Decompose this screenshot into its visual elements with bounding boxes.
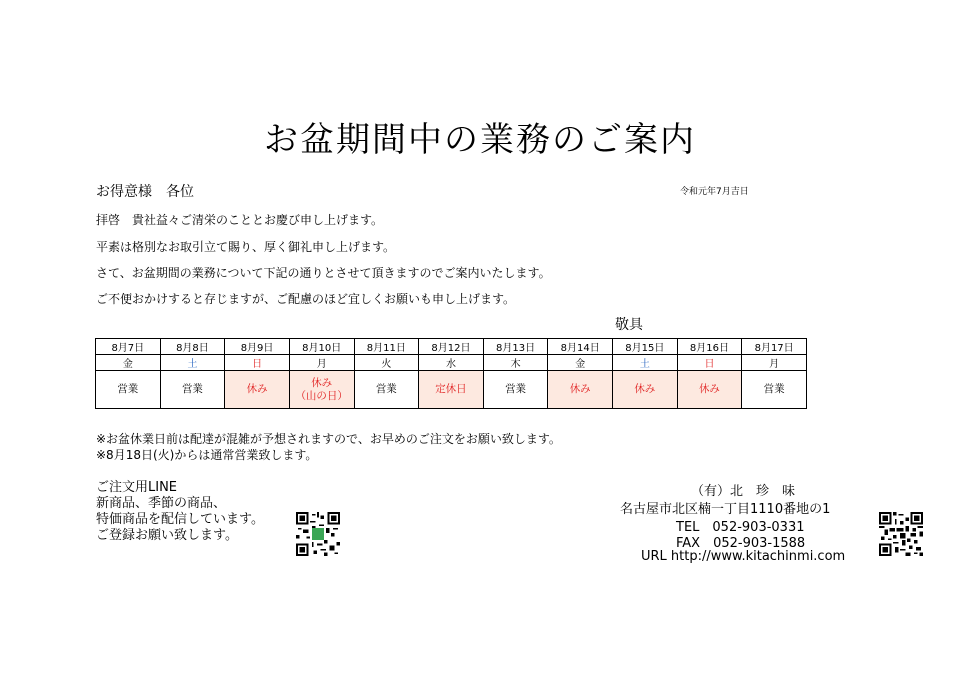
schedule-date-cell: 8月13日 bbox=[483, 339, 548, 355]
schedule-status-cell bbox=[548, 371, 613, 409]
company-fax: FAX 052-903-1588 bbox=[676, 536, 806, 551]
schedule-date-cell: 8月12日 bbox=[419, 339, 484, 355]
line-info bbox=[96, 480, 264, 544]
schedule-day-cell: 月 bbox=[289, 355, 354, 371]
schedule-status-cell bbox=[613, 371, 678, 409]
schedule-status-cell bbox=[419, 371, 484, 409]
company-name: （有）北 珍 味 bbox=[691, 484, 796, 499]
company-url[interactable]: URL http://www.kitachinmi.com bbox=[641, 549, 846, 564]
schedule-date-cell: 8月17日 bbox=[742, 339, 807, 355]
schedule-day-cell: 土 bbox=[613, 355, 678, 371]
schedule-date-cell: 8月10日 bbox=[289, 339, 354, 355]
schedule-status-label: 営業 bbox=[181, 383, 203, 395]
schedule-status-cell bbox=[289, 371, 354, 409]
schedule-status-sublabel: （山の日） bbox=[295, 389, 348, 402]
schedule-day-cell: 土 bbox=[160, 355, 225, 371]
schedule-date-cell: 8月14日 bbox=[548, 339, 613, 355]
note-line-2: ※8月18日(火)からは通常営業致します。 bbox=[96, 448, 318, 462]
body-line-4: ご不便おかけすると存じますが、ご配慮のほど宜しくお願いも申し上げます。 bbox=[96, 292, 516, 306]
schedule-status-cell bbox=[677, 371, 742, 409]
schedule-status-cell bbox=[483, 371, 548, 409]
company-address: 名古屋市北区楠一丁目1110番地の1 bbox=[620, 502, 831, 517]
schedule-date-cell: 8月11日 bbox=[354, 339, 419, 355]
schedule-table bbox=[95, 338, 807, 409]
schedule-date-cell: 8月15日 bbox=[613, 339, 678, 355]
schedule-date-row bbox=[96, 339, 807, 355]
company-tel: TEL 052-903-0331 bbox=[676, 520, 805, 535]
schedule-day-cell: 日 bbox=[225, 355, 290, 371]
schedule-status-label: 営業 bbox=[375, 383, 397, 395]
body-line-1: 拝啓 貴社益々ご清栄のこととお慶び申し上げます。 bbox=[96, 213, 384, 227]
schedule-status-cell bbox=[742, 371, 807, 409]
schedule-status-cell bbox=[160, 371, 225, 409]
schedule-status-label: 休み bbox=[569, 383, 591, 395]
line-info-title: ご注文用LINE bbox=[96, 480, 178, 495]
schedule-day-cell: 水 bbox=[419, 355, 484, 371]
body-line-2: 平素は格別なお取引立て賜り、厚く御礼申し上げます。 bbox=[96, 240, 396, 254]
schedule-date-cell: 8月7日 bbox=[96, 339, 161, 355]
body-line-3: さて、お盆期間の業務について下記の通りとさせて頂きますのでご案内いたします。 bbox=[96, 266, 551, 280]
line-info-line-4: ご登録お願い致します。 bbox=[96, 528, 238, 543]
schedule-day-cell: 金 bbox=[96, 355, 161, 371]
schedule-date-cell: 8月8日 bbox=[160, 339, 225, 355]
schedule-status-label: 定休日 bbox=[435, 383, 467, 395]
website-qr-code-icon[interactable] bbox=[879, 512, 923, 556]
schedule-status-cell bbox=[354, 371, 419, 409]
note-line-1: ※お盆休業日前は配達が混雑が予想されますので、お早めのご注文をお願い致します。 bbox=[96, 432, 561, 446]
schedule-status-label: 休み bbox=[246, 383, 268, 395]
schedule-date-cell: 8月16日 bbox=[677, 339, 742, 355]
schedule-day-cell: 木 bbox=[483, 355, 548, 371]
schedule-status-label: 休み bbox=[311, 376, 333, 389]
schedule-date-cell: 8月9日 bbox=[225, 339, 290, 355]
schedule-status-label: 営業 bbox=[763, 383, 785, 395]
schedule-day-cell: 日 bbox=[677, 355, 742, 371]
line-info-line-3: 特価商品を配信しています。 bbox=[96, 512, 264, 527]
schedule-day-row bbox=[96, 355, 807, 371]
issue-date: 令和元年7月吉日 bbox=[680, 187, 749, 197]
recipient: お得意様 各位 bbox=[96, 184, 194, 200]
schedule-status-label: 営業 bbox=[505, 383, 527, 395]
schedule-status-cell bbox=[225, 371, 290, 409]
page-title: お盆期間中の業務のご案内 bbox=[264, 120, 696, 160]
schedule-day-cell: 月 bbox=[742, 355, 807, 371]
closing-remark: 敬具 bbox=[615, 317, 643, 333]
schedule-day-cell: 火 bbox=[354, 355, 419, 371]
schedule-status-label: 休み bbox=[634, 383, 656, 395]
schedule-status-label: 営業 bbox=[117, 383, 139, 395]
schedule-status-label: 休み bbox=[698, 383, 720, 395]
line-info-line-2: 新商品、季節の商品、 bbox=[96, 496, 227, 511]
schedule-day-cell: 金 bbox=[548, 355, 613, 371]
schedule-status-row bbox=[96, 371, 807, 409]
line-qr-code-icon[interactable] bbox=[296, 512, 340, 556]
schedule-status-cell bbox=[96, 371, 161, 409]
